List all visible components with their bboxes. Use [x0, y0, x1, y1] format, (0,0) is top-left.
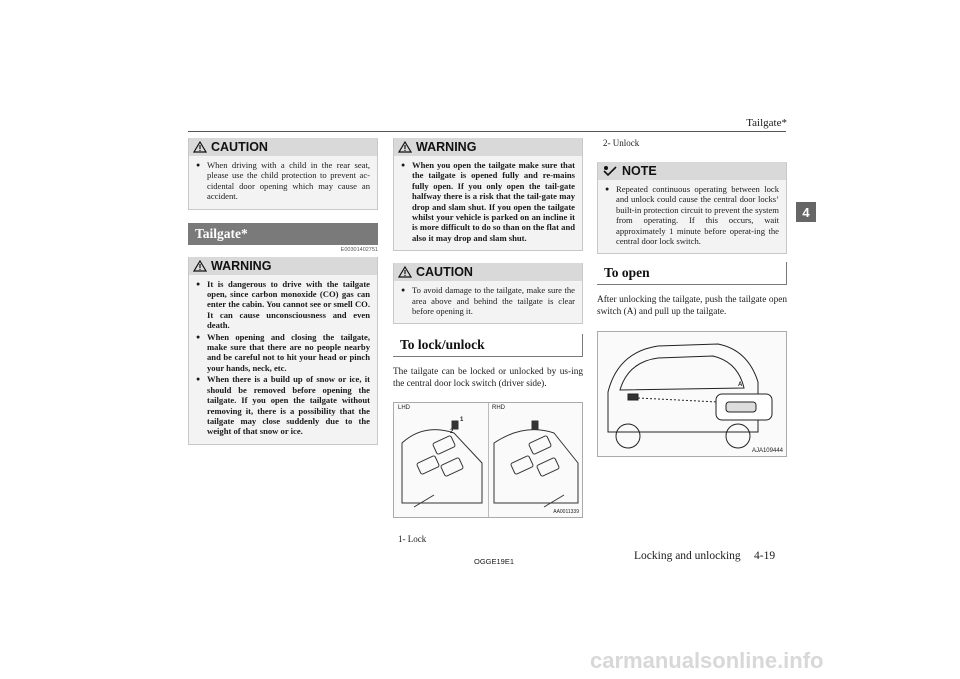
- lock-unlock-paragraph: The tailgate can be locked or unlocked by us-ing the central door lock switch (driver side).: [393, 367, 583, 389]
- caution-item: ● When driving with a child in the rear seat, please use the child protection to prevent ac-cidental door opening which may cause an accident.: [196, 160, 370, 202]
- bullet-icon: ●: [196, 279, 201, 288]
- figure-num-2: 2: [450, 429, 454, 436]
- warning-item: ● When opening and closing the tailgate, make sure that there are no people nearby and be careful not to hit your head or pinch your hands, neck, etc.: [196, 331, 370, 373]
- figure-num-1: 1: [460, 417, 464, 424]
- bullet-icon: ●: [196, 375, 201, 384]
- note-title: NOTE: [622, 164, 657, 178]
- lock-switch-figure: [393, 402, 583, 518]
- caution-item: ● To avoid damage to the tailgate, make sure the area above and behind the tailgate is clear before opening it.: [401, 285, 575, 317]
- bullet-icon: ●: [605, 185, 610, 193]
- figure-id: AJA109444: [751, 448, 783, 455]
- header-title: Tailgate*: [746, 117, 787, 129]
- chapter-tab: [796, 202, 816, 222]
- figure-caption-lock: 1- Lock: [398, 534, 427, 545]
- warning-item: ● It is dangerous to drive with the tailgate open, since carbon monoxide (CO) gas can enter the cabin. You cannot see or smell CO. It can cause unconsciousness and even death.: [196, 278, 370, 331]
- section-title-lock-unlock: To lock/unlock: [393, 334, 583, 357]
- figure-id: AA0011339: [553, 509, 579, 516]
- section-code: E00301402751: [340, 246, 378, 253]
- warning-triangle-icon: [193, 260, 207, 272]
- section-title-to-open: To open: [597, 262, 787, 285]
- footer-code: OGGE19E1: [474, 557, 515, 566]
- to-open-paragraph: After unlocking the tailgate, push the tailgate open switch (A) and pull up the tailgate.: [597, 295, 787, 317]
- warning-triangle-icon: [193, 141, 207, 153]
- warning-title: WARNING: [211, 258, 272, 273]
- bullet-icon: ●: [196, 161, 201, 169]
- note-box: [597, 162, 787, 254]
- tailgate-rear-illustration: [598, 332, 787, 456]
- footer-section: Locking and unlocking: [634, 550, 741, 562]
- column-3: [597, 138, 787, 457]
- tailgate-switch-figure: [597, 331, 787, 457]
- bullet-icon: ●: [401, 286, 406, 295]
- caution-title: CAUTION: [416, 265, 473, 280]
- bullet-icon: ●: [196, 332, 201, 341]
- warning-triangle-icon: [398, 141, 412, 153]
- note-item: ● Repeated continuous operating between lock and unlock could cause the central door locks’ built-in protection circuit to prevent the system from operating. If this occurs, wait approximately 1 minute before operat-ing the central door lock switch.: [605, 184, 779, 247]
- warning-box-2: [393, 138, 583, 251]
- caution-box-2: [393, 263, 583, 324]
- figure-label-lhd: LHD: [398, 405, 411, 412]
- figure-label-rhd: RHD: [492, 405, 505, 412]
- warning-triangle-icon: [398, 266, 412, 278]
- caution-title: CAUTION: [211, 140, 268, 154]
- header-rule: [188, 131, 786, 132]
- column-2: [393, 138, 583, 544]
- caution-box-1: [188, 138, 378, 210]
- warning-item: ● When there is a build up of snow or ice, it should be removed before opening the tailgate. If you open the tailgate without removing it, there is a possibility that the tailgate may close suddenly due to the weight of that snow or ice.: [196, 374, 370, 437]
- warning-item: ● When you open the tailgate make sure that the tailgate is opened fully and re-mains fully open. If you only open the tail-gate halfway there is a risk that the tail-gate may drop and slam shut. If you open the tailgate whilst your vehicle is parked on an incline it is more difficult to do so than on the flat and also it may drop and slam shut.: [401, 160, 575, 243]
- section-title-tailgate: Tailgate*: [188, 223, 378, 245]
- footer-page-number: 4-19: [754, 550, 776, 562]
- figure-caption-unlock: 2- Unlock: [603, 138, 640, 148]
- warning-title: WARNING: [416, 140, 477, 154]
- warning-box-1: [188, 257, 378, 445]
- watermark-text: carmanualsonline.info: [590, 648, 824, 673]
- door-lock-switch-illustration: [394, 403, 583, 517]
- chapter-number: 4: [802, 204, 810, 220]
- note-check-icon: [602, 165, 618, 177]
- bullet-icon: ●: [401, 161, 406, 169]
- column-1: [188, 138, 378, 445]
- figure-label-a: A: [738, 382, 743, 389]
